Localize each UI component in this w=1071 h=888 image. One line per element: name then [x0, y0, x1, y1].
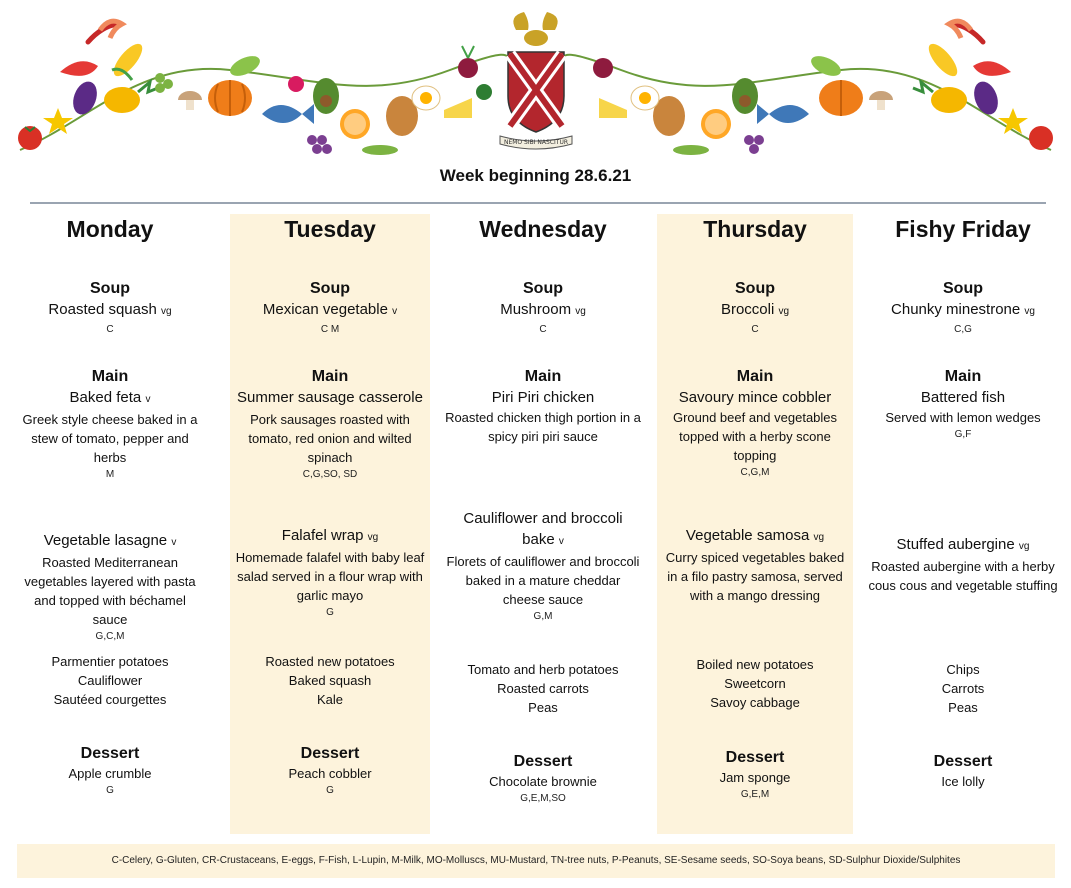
soup-label: Soup	[310, 280, 350, 297]
diet-tag: v	[171, 537, 177, 548]
main-label: Main	[944, 368, 982, 385]
soup-label: Soup	[90, 280, 130, 297]
diet-tag: vg	[367, 532, 379, 543]
day-heading: Tuesday	[284, 216, 376, 242]
side-dish: Cauliflower	[77, 673, 143, 688]
main-label: Main	[91, 368, 129, 385]
soup-name: Roasted squash	[48, 301, 157, 318]
week-title: Week beginning 28.6.21	[439, 166, 632, 185]
soup-label: Soup	[735, 280, 775, 297]
pineapple-icon	[913, 82, 967, 113]
corn-icon	[109, 40, 147, 81]
soup-name: Chunky minestrone	[891, 301, 1021, 318]
allergen-codes: C	[539, 324, 547, 335]
side-dish: Sautéed courgettes	[53, 692, 167, 707]
corn-icon	[924, 40, 962, 81]
leaf-icon	[808, 52, 844, 80]
main-dish-name: Summer sausage casserole	[237, 389, 423, 406]
mushroom-icon	[178, 91, 202, 110]
allergen-codes: G	[326, 785, 334, 796]
dish-description: Greek style cheese baked in a stew of tomato, pepper and herbs	[22, 412, 198, 465]
pepper-icon	[973, 61, 1011, 76]
pineapple-icon	[104, 82, 158, 113]
main-dish-name: Cauliflower and broccoli bake	[463, 510, 623, 548]
side-dish: Peas	[948, 700, 978, 715]
dish-description: Roasted aubergine with a herby cous cous and vegetable stuffing	[868, 559, 1058, 593]
crest-motto: NEMO SIBI NASCITUR	[503, 139, 569, 146]
allergen-codes: C M	[320, 324, 340, 335]
dish-description: Ground beef and vegetables topped with a herby scone topping	[672, 410, 838, 463]
orange-slice-icon	[701, 109, 731, 139]
dish-description: Florets of cauliflower and broccoli baked in a mature cheddar cheese sauce	[446, 554, 640, 607]
diet-tag: v	[558, 536, 564, 547]
dish-description: Served with lemon wedges	[885, 410, 1041, 425]
diet-tag: vg	[1024, 306, 1035, 317]
main-label: Main	[736, 368, 774, 385]
orange-slice-icon	[340, 109, 370, 139]
allergen-codes: C,G,SO, SD	[302, 469, 358, 480]
day-column-tuesday	[230, 214, 430, 834]
main-dish-name: Vegetable samosa	[685, 527, 810, 544]
main-dish-name: Savoury mince cobbler	[678, 389, 832, 406]
main-dish-name: Stuffed aubergine	[896, 536, 1015, 553]
side-dish: Roasted new potatoes	[265, 654, 395, 669]
avocado-icon	[732, 78, 758, 114]
dessert-name: Chocolate brownie	[489, 774, 597, 789]
day-heading: Fishy Friday	[895, 216, 1031, 242]
main-dish-name: Vegetable lasagne	[43, 532, 168, 549]
shrimp-icon	[949, 21, 971, 38]
grapes-purple-icon	[307, 135, 332, 154]
tomato-icon	[1029, 126, 1053, 150]
radish-icon	[288, 76, 304, 92]
peas-icon	[673, 145, 709, 155]
soup-label: Soup	[943, 280, 983, 297]
side-dish: Savoy cabbage	[710, 695, 800, 710]
diet-tag: vg	[1018, 541, 1030, 552]
day-heading: Thursday	[703, 216, 807, 242]
day-column-wednesday	[443, 214, 643, 834]
dish-description: Homemade falafel with baby leaf salad served in a flour wrap with garlic mayo	[235, 550, 425, 603]
main-dish-name: Falafel wrap	[281, 527, 364, 544]
dessert-label: Dessert	[725, 749, 785, 766]
tomato-icon	[18, 126, 42, 150]
grapes-icon	[155, 73, 173, 93]
allergen-codes: C	[106, 324, 114, 335]
dessert-name: Jam sponge	[719, 770, 791, 785]
day-heading: Monday	[66, 216, 154, 242]
fish-icon	[262, 104, 314, 124]
food-banner	[0, 0, 1071, 170]
leaf-icon	[227, 52, 263, 80]
diet-tag: vg	[813, 532, 825, 543]
dish-description: Curry spiced vegetables baked in a filo pastry samosa, served with a mango dressing	[665, 550, 845, 603]
side-dish: Sweetcorn	[724, 676, 786, 691]
allergen-codes: C	[751, 324, 759, 335]
allergen-codes: G,E,M,SO	[520, 793, 566, 804]
day-column-thursday	[657, 214, 853, 834]
soup-name: Broccoli	[720, 301, 775, 318]
pumpkin-icon	[819, 80, 863, 116]
diet-tag: v	[145, 394, 151, 405]
diet-tag: vg	[161, 306, 172, 317]
beetroot-icon	[593, 58, 613, 78]
allergen-codes: G,E,M	[740, 789, 770, 800]
day-column-friday	[863, 214, 1063, 834]
mushroom-icon	[869, 91, 893, 110]
allergen-codes: G	[326, 607, 334, 618]
side-dish: Roasted carrots	[497, 681, 589, 696]
grapes-purple-icon	[744, 135, 764, 154]
cheese-icon	[444, 98, 472, 118]
side-dish: Chips	[946, 662, 980, 677]
egg-icon	[412, 86, 440, 110]
allergen-codes: C,G,M	[740, 467, 770, 478]
aubergine-icon	[970, 78, 1002, 117]
dessert-label: Dessert	[933, 753, 993, 770]
diet-tag: vg	[778, 306, 790, 317]
allergen-codes: C,G	[954, 324, 972, 335]
fish-icon	[757, 104, 809, 124]
cheese-icon	[599, 98, 627, 118]
pumpkin-icon	[208, 80, 252, 116]
side-dish: Boiled new potatoes	[696, 657, 814, 672]
allergen-legend: C-Celery, G-Gluten, CR-Crustaceans, E-eggs, F-Fish, L-Lupin, M-Milk, MO-Molluscs, MU-Mustard, TN-tree nuts, P-Peanuts, SE-Sesame seeds, SO-Soya beans, SD-Sulphur Dioxide/Sulphites	[17, 844, 1055, 878]
day-heading: Wednesday	[479, 216, 607, 242]
school-crest-icon	[500, 12, 572, 149]
dessert-name: Peach cobbler	[288, 766, 372, 781]
main-dish-name: Piri Piri chicken	[491, 389, 595, 406]
dessert-label: Dessert	[300, 745, 360, 762]
diet-tag: v	[392, 306, 398, 317]
aubergine-icon	[69, 78, 101, 117]
allergen-codes: M	[105, 469, 115, 480]
main-dish-name: Baked feta	[69, 389, 142, 406]
side-dish: Peas	[528, 700, 558, 715]
soup-name: Mushroom	[500, 301, 572, 318]
main-label: Main	[311, 368, 349, 385]
dessert-name: Ice lolly	[941, 774, 985, 789]
side-dish: Carrots	[941, 681, 985, 696]
beetroot-icon	[458, 46, 478, 78]
dessert-name: Apple crumble	[68, 766, 152, 781]
allergen-codes: G,M	[533, 611, 553, 622]
soup-name: Mexican vegetable	[262, 301, 388, 318]
dish-description: Roasted Mediterranean vegetables layered with pasta and topped with béchamel sauce	[24, 555, 196, 627]
main-dish-name: Battered fish	[920, 389, 1006, 406]
day-column-monday	[15, 214, 205, 834]
dish-description: Roasted chicken thigh portion in a spicy piri piri sauce	[445, 410, 641, 444]
main-label: Main	[524, 368, 562, 385]
dessert-label: Dessert	[513, 753, 573, 770]
allergen-codes: G	[106, 785, 114, 796]
egg-icon	[631, 86, 659, 110]
allergen-codes: G,C,M	[95, 631, 125, 642]
side-dish: Kale	[316, 692, 344, 707]
soup-label: Soup	[523, 280, 563, 297]
side-dish: Parmentier potatoes	[51, 654, 169, 669]
diet-tag: vg	[575, 306, 586, 317]
header-divider	[30, 202, 1046, 204]
avocado-icon	[313, 78, 339, 114]
side-dish: Tomato and herb potatoes	[467, 662, 619, 677]
broccoli-icon	[476, 84, 492, 100]
side-dish: Baked squash	[288, 673, 372, 688]
shrimp-icon	[100, 21, 122, 38]
pepper-icon	[60, 61, 98, 76]
peas-icon	[362, 145, 398, 155]
dish-description: Pork sausages roasted with tomato, red onion and wilted spinach	[248, 412, 412, 465]
dessert-label: Dessert	[80, 745, 140, 762]
allergen-codes: G,F	[954, 429, 972, 440]
